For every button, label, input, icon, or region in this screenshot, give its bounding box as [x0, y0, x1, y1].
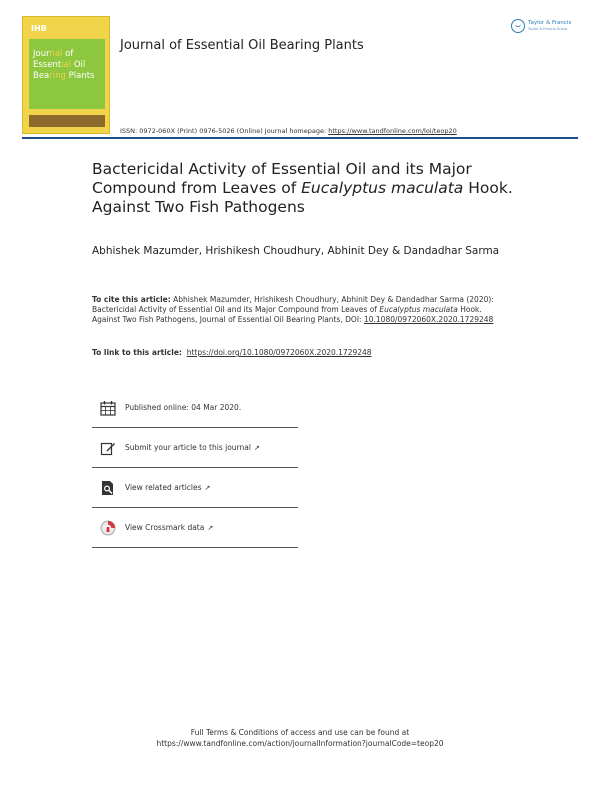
external-link-icon: ↗ [207, 523, 214, 532]
journal-name: Journal of Essential Oil Bearing Plants [120, 38, 364, 53]
external-link-icon: ↗ [253, 443, 260, 452]
brand-name: Taylor & Francis [528, 20, 572, 26]
issn-line [120, 127, 457, 135]
crossmark-label: View Crossmark data [125, 523, 205, 532]
footer [0, 727, 600, 749]
citation: To cite this article: Abhishek Mazumder, Hrishikesh Choudhury, Abhinit Dey & Dandadhar Sarma (2020): Bactericidal Activity of Essential Oil and its Major Compound from Leaves of Eucalyptus maculata Hook. Against Two Fish Pathogens, Journal of Essential Oil Bearing Plants, DOI: 10.1080/0972060X.2020.1729248 [92, 295, 494, 324]
journal-homepage-link[interactable]: https://www.tandfonline.com/loi/teop20 [328, 127, 457, 135]
cover-band [29, 115, 105, 127]
footer-url[interactable]: https://www.tandfonline.com/action/journalInformation?journalCode=teop20 [156, 739, 444, 748]
cover-title: Journal of Essential Oil Bearing Plants [33, 49, 95, 81]
crossmark-link[interactable] [92, 508, 298, 548]
article-authors: Abhishek Mazumder, Hrishikesh Choudhury, Abhinit Dey & Dandadhar Sarma [92, 245, 500, 257]
header-divider [22, 137, 578, 139]
calendar-icon [100, 400, 116, 416]
related-articles-label: View related articles [125, 483, 202, 492]
external-link-icon: ↗ [204, 483, 211, 492]
crossmark-icon [100, 520, 116, 536]
link-label: To link to this article: [92, 348, 182, 357]
publisher-logo: IHB [31, 23, 47, 33]
submit-article-link[interactable] [92, 428, 298, 468]
article-url-link[interactable]: https://doi.org/10.1080/0972060X.2020.1729248 [186, 348, 372, 357]
brand-sub: Taylor & Francis Group [528, 27, 568, 31]
issn-text: ISSN: 0972-060X (Print) 0976-5026 (Online) Journal homepage: [120, 127, 329, 135]
article-link [92, 348, 512, 357]
article-actions [92, 388, 298, 548]
footer-terms: Full Terms & Conditions of access and use can be found at [190, 728, 410, 737]
published-online-label: Published online: 04 Mar 2020. [125, 403, 242, 412]
brand-icon [511, 19, 525, 33]
journal-cover [22, 16, 110, 134]
article-title: Bactericidal Activity of Essential Oil and its Major Compound from Leaves of Eucalyptus maculata Hook. Against Two Fish Pathogens [92, 160, 513, 216]
related-articles-link[interactable] [92, 468, 298, 508]
published-online [92, 388, 298, 428]
submit-article-label: Submit your article to this journal [125, 443, 251, 452]
taylor-francis-logo[interactable] [511, 17, 583, 35]
cover-title-panel [29, 39, 105, 109]
search-document-icon [100, 480, 116, 496]
doi-link[interactable]: 10.1080/0972060X.2020.1729248 [363, 315, 494, 324]
citation-label: To cite this article: [92, 295, 171, 304]
edit-icon [100, 440, 116, 456]
